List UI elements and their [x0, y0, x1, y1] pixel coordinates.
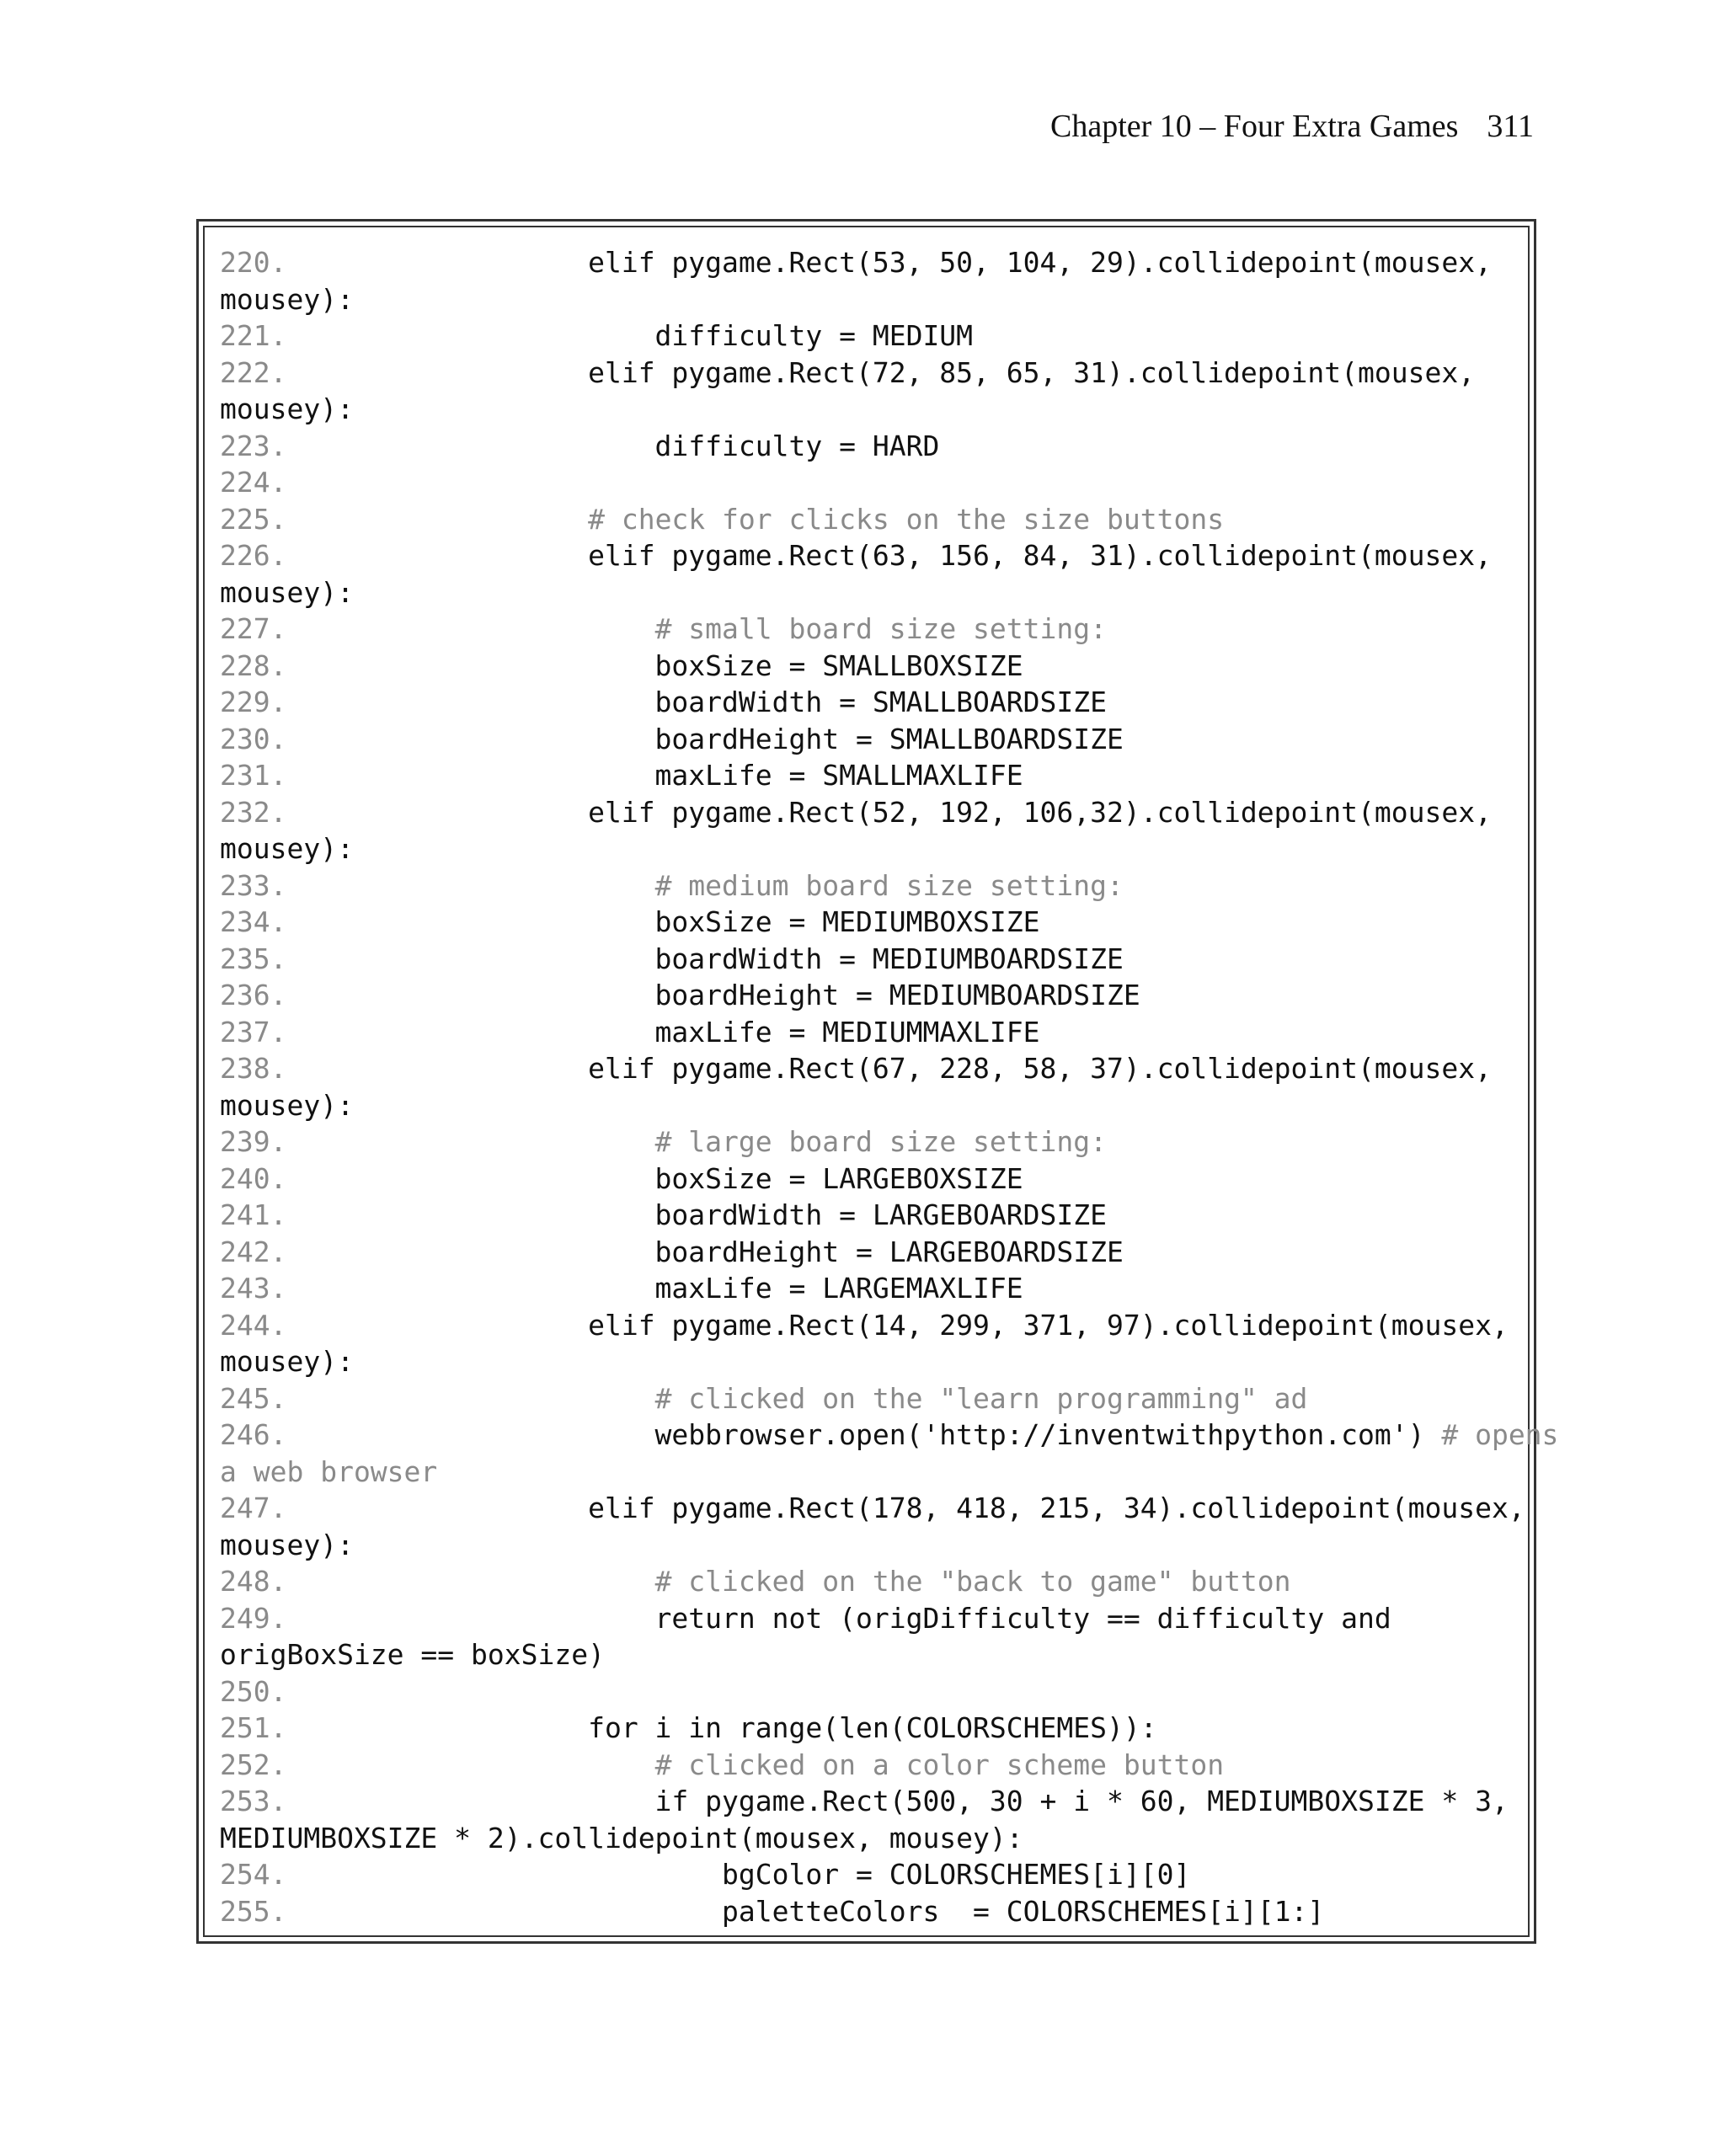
code-line: [220, 721, 1558, 758]
code-text: elif pygame.Rect(178, 418, 215, 34).collidepoint(mousex,: [286, 1492, 1525, 1524]
code-line: [220, 1893, 1558, 1930]
code-text: [286, 612, 654, 645]
code-text: boardWidth = SMALLBOARDSIZE: [286, 686, 1107, 718]
code-line: [220, 1234, 1558, 1271]
code-text: boardHeight = MEDIUMBOARDSIZE: [286, 979, 1140, 1011]
line-number: 243.: [220, 1272, 287, 1305]
line-number: 250.: [220, 1674, 287, 1708]
code-line: [220, 464, 1558, 501]
code-text: difficulty = MEDIUM: [286, 319, 974, 352]
line-number: 237.: [220, 1015, 287, 1049]
code-text: origBoxSize == boxSize): [220, 1638, 605, 1671]
code-line: [220, 1343, 1558, 1380]
line-number: 244.: [220, 1308, 287, 1342]
code-text: maxLife = SMALLMAXLIFE: [286, 759, 1023, 792]
code-text: boardHeight = LARGEBOARDSIZE: [286, 1235, 1124, 1268]
code-listing: [220, 244, 1558, 1929]
code-line: [220, 1087, 1558, 1124]
code-text: [286, 1748, 654, 1781]
code-text: elif pygame.Rect(67, 228, 58, 37).collidepoint(mousex,: [286, 1052, 1492, 1085]
code-line: [220, 1856, 1558, 1893]
code-line: [220, 611, 1558, 648]
code-comment: # large board size setting:: [654, 1125, 1107, 1158]
line-number: 235.: [220, 942, 287, 975]
code-text: for i in range(len(COLORSCHEMES)):: [286, 1711, 1157, 1744]
code-text: mousey):: [220, 832, 354, 865]
code-text: difficulty = HARD: [286, 429, 940, 462]
line-number: 255.: [220, 1894, 287, 1928]
code-comment: # medium board size setting:: [654, 868, 1124, 902]
line-number: 230.: [220, 722, 287, 755]
code-line: [220, 428, 1558, 465]
code-comment: # clicked on the "back to game" button: [654, 1565, 1291, 1598]
code-text: mousey):: [220, 575, 354, 609]
code-text: bgColor = COLORSCHEMES[i][0]: [286, 1858, 1191, 1891]
line-number: 223.: [220, 429, 287, 462]
line-number: 246.: [220, 1418, 287, 1451]
code-line: [220, 574, 1558, 611]
code-line: [220, 830, 1558, 867]
code-line: [220, 1050, 1558, 1087]
line-number: 233.: [220, 868, 287, 902]
code-line: [220, 1307, 1558, 1344]
code-text: elif pygame.Rect(63, 156, 84, 31).collidepoint(mousex,: [286, 539, 1492, 572]
code-line: [220, 1710, 1558, 1747]
code-text: boardWidth = MEDIUMBOARDSIZE: [286, 942, 1124, 975]
code-text: maxLife = MEDIUMMAXLIFE: [286, 1015, 1040, 1049]
code-line: [220, 867, 1558, 905]
code-text: mousey):: [220, 1088, 354, 1122]
code-line: [220, 684, 1558, 721]
code-text: boardWidth = LARGEBOARDSIZE: [286, 1198, 1107, 1231]
code-text: elif pygame.Rect(52, 192, 106,32).collidepoint(mousex,: [286, 795, 1492, 829]
code-line: [220, 1600, 1558, 1637]
code-line: [220, 1563, 1558, 1600]
line-number: 222.: [220, 355, 287, 389]
line-number: 229.: [220, 686, 287, 718]
line-number: 226.: [220, 539, 287, 572]
code-line: [220, 1161, 1558, 1198]
line-number: 247.: [220, 1492, 287, 1524]
code-text: elif pygame.Rect(14, 299, 371, 97).collidepoint(mousex,: [286, 1308, 1509, 1342]
code-line: [220, 1747, 1558, 1784]
code-listing-inner-border: [203, 226, 1559, 1937]
code-line: [220, 391, 1558, 428]
line-number: 253.: [220, 1785, 287, 1817]
code-line: [220, 977, 1558, 1014]
code-text: mousey):: [220, 282, 354, 316]
code-listing-box: [196, 219, 1559, 1944]
code-text: MEDIUMBOXSIZE * 2).collidepoint(mousex, mousey):: [220, 1821, 1023, 1854]
code-text: [286, 1382, 654, 1415]
code-line: [220, 1820, 1558, 1857]
code-line: [220, 757, 1558, 794]
code-line: [220, 537, 1558, 574]
code-line: [220, 1417, 1558, 1454]
line-number: 227.: [220, 612, 287, 645]
code-line: [220, 355, 1558, 392]
code-text: [286, 1125, 654, 1158]
line-number: 232.: [220, 795, 287, 829]
code-line: [220, 904, 1558, 941]
code-text: return not (origDifficulty == difficulty and: [286, 1601, 1391, 1635]
code-comment: # clicked on a color scheme button: [654, 1748, 1225, 1781]
code-text: paletteColors = COLORSCHEMES[i][1:]: [286, 1894, 1325, 1928]
line-number: 224.: [220, 466, 287, 499]
line-number: 245.: [220, 1381, 287, 1415]
code-text: [286, 869, 654, 902]
code-line: [220, 1490, 1558, 1527]
code-text: boxSize = SMALLBOXSIZE: [286, 648, 1023, 682]
line-number: 236.: [220, 979, 287, 1011]
line-number: 249.: [220, 1601, 287, 1635]
code-line: [220, 1454, 1558, 1491]
code-line: [220, 1270, 1558, 1307]
code-text: mousey):: [220, 1528, 354, 1561]
code-comment: # small board size setting:: [654, 612, 1107, 645]
line-number: 234.: [220, 905, 287, 938]
code-line: [220, 1527, 1558, 1564]
line-number: 242.: [220, 1235, 287, 1268]
code-comment: a web browser: [220, 1454, 438, 1488]
code-text: mousey):: [220, 1345, 354, 1378]
line-number: 252.: [220, 1748, 287, 1781]
code-text: [286, 1565, 654, 1598]
page-number: 311: [1487, 109, 1534, 144]
code-text: boxSize = LARGEBOXSIZE: [286, 1161, 1023, 1195]
line-number: 225.: [220, 502, 287, 536]
line-number: 248.: [220, 1565, 287, 1598]
code-line: [220, 1636, 1558, 1673]
code-text: if pygame.Rect(500, 30 + i * 60, MEDIUMBOXSIZE * 3,: [286, 1785, 1509, 1817]
code-comment: # clicked on the "learn programming" ad: [654, 1381, 1308, 1415]
line-number: 240.: [220, 1161, 287, 1195]
line-number: 239.: [220, 1125, 287, 1158]
code-line: [220, 1014, 1558, 1051]
code-text: mousey):: [220, 392, 354, 425]
code-line: [220, 244, 1558, 281]
code-line: [220, 1783, 1558, 1820]
code-line: [220, 794, 1558, 831]
code-line: [220, 501, 1558, 538]
line-number: 221.: [220, 319, 287, 352]
code-line: [220, 1673, 1558, 1710]
code-line: [220, 1197, 1558, 1234]
code-text: boardHeight = SMALLBOARDSIZE: [286, 722, 1124, 755]
line-number: 238.: [220, 1052, 287, 1085]
code-text: webbrowser.open('http://inventwithpython.com'): [286, 1418, 1442, 1451]
code-text: [286, 503, 588, 536]
line-number: 220.: [220, 246, 287, 279]
line-number: 241.: [220, 1198, 287, 1231]
code-line: [220, 1380, 1558, 1417]
code-text: maxLife = LARGEMAXLIFE: [286, 1272, 1023, 1305]
code-comment: # check for clicks on the size buttons: [588, 502, 1225, 536]
line-number: 251.: [220, 1711, 287, 1744]
code-text: elif pygame.Rect(72, 85, 65, 31).collidepoint(mousex,: [286, 355, 1476, 389]
line-number: 254.: [220, 1858, 287, 1891]
code-line: [220, 281, 1558, 318]
line-number: 228.: [220, 648, 287, 682]
code-comment: # opens: [1441, 1418, 1559, 1451]
line-number: 231.: [220, 759, 287, 792]
page-header: [1050, 108, 1534, 145]
code-line: [220, 318, 1558, 355]
code-text: boxSize = MEDIUMBOXSIZE: [286, 905, 1040, 938]
code-line: [220, 648, 1558, 685]
code-line: [220, 941, 1558, 978]
code-line: [220, 1123, 1558, 1161]
chapter-title: Chapter 10 – Four Extra Games: [1050, 109, 1459, 144]
code-text: elif pygame.Rect(53, 50, 104, 29).collidepoint(mousex,: [286, 246, 1492, 279]
